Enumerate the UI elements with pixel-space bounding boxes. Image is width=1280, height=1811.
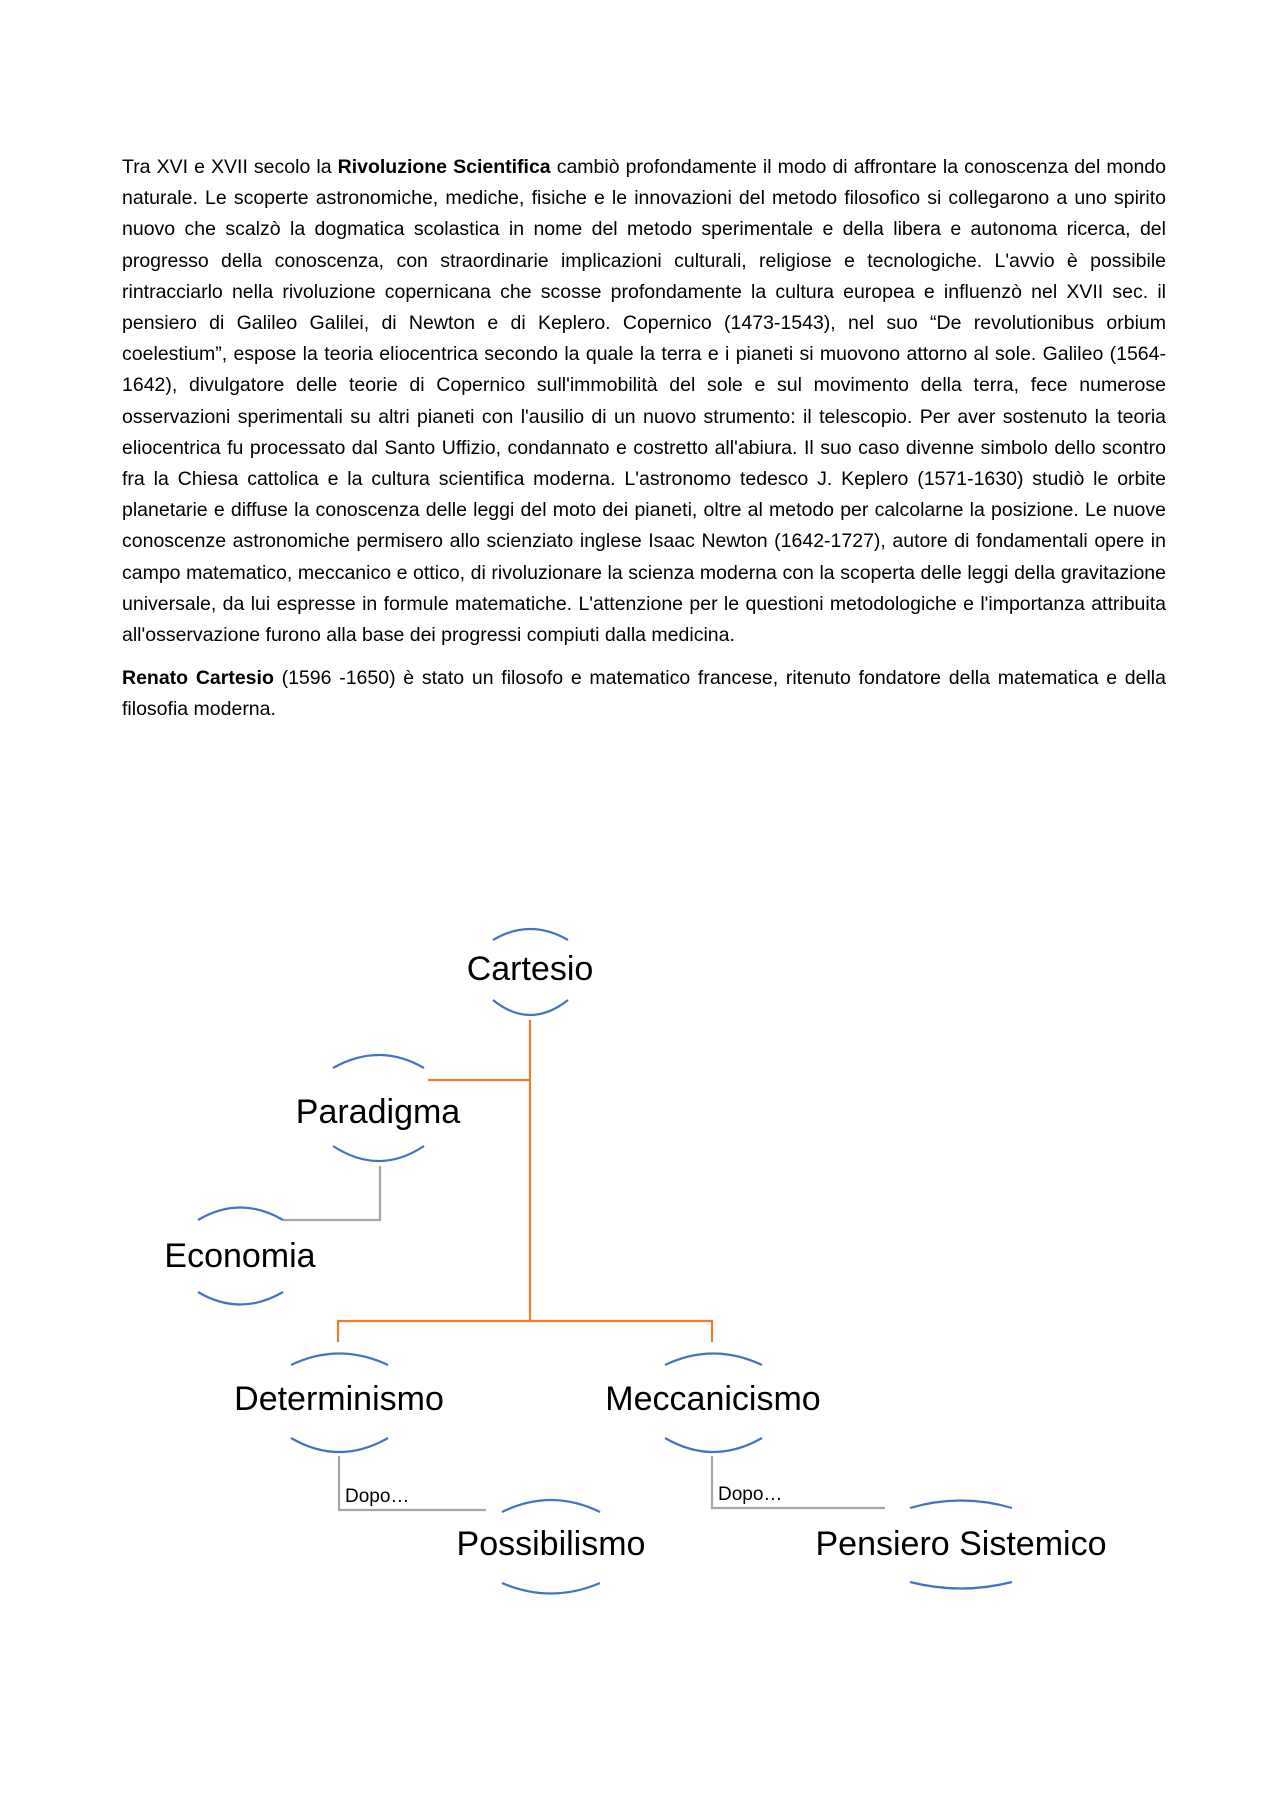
node-arc-top xyxy=(910,1501,1012,1509)
bold-term-renato-cartesio: Renato Cartesio xyxy=(122,667,274,690)
node-label-paradigma: Paradigma xyxy=(295,1093,461,1131)
node-label-cartesio: Cartesio xyxy=(466,950,594,988)
node-arc-bottom xyxy=(198,1292,283,1305)
node-economia xyxy=(164,1208,315,1305)
body-text xyxy=(122,152,1166,726)
node-arc-bottom xyxy=(291,1438,388,1452)
edge-label-dopo: Dopo… xyxy=(345,1486,410,1507)
node-arc-top xyxy=(665,1354,762,1366)
node-label-meccanicismo: Meccanicismo xyxy=(605,1380,821,1418)
edge-label-dopo: Dopo… xyxy=(718,1484,783,1505)
node-meccanicismo xyxy=(605,1354,820,1453)
paragraph-rivoluzione-scientifica xyxy=(122,152,1166,651)
node-possibilismo xyxy=(457,1500,646,1594)
paragraph-cartesio xyxy=(122,663,1166,725)
node-arc-top xyxy=(198,1208,283,1221)
paragraph-text: (1596 -1650) è stato un filosofo e matematico francese, ritenuto fondatore della matematica e della filosofia moderna. xyxy=(122,667,1166,721)
paragraph-text: cambiò profondamente il modo di affrontare la conoscenza del mondo naturale. Le scoperte astronomiche, mediche, fisiche e le innovazioni del metodo filosofico si collegarono a uno spirito nuovo che scalzò la dogmatica scolastica in nome del metodo sperimentale e della libera e autonoma ricerca, del progresso della conoscenza, con straordinarie implicazioni culturali, religiose e tecnologiche. L'avvio è possibile rintracciarlo nella rivoluzione copernicana che scosse profondamente la cultura europea e influenzò nel XVII sec. il pensiero di Galileo Galilei, di Newton e di Keplero. Copernico (1473-1543), nel suo “De revolutionibus orbium coelestium”, espose la teoria eliocentrica secondo la quale la terra e i pianeti si muovono attorno al sole. Galileo (1564-1642), divulgatore delle teorie di Copernico sull'immobilità del sole e sul movimento della terra, fece numerose osservazioni sperimentali su altri pianeti con l'ausilio di un nuovo strumento: il telescopio. Per aver sostenuto la teoria eliocentrica fu processato dal Santo Uffizio, condannato e costretto all'abiura. Il suo caso divenne simbolo dello scontro fra la Chiesa cattolica e la cultura scientifica moderna. L'astronomo tedesco J. Keplero (1571-1630) studiò le orbite planetarie e diffuse la conoscenza delle leggi del moto dei pianeti, oltre al metodo per calcolarne la posizione. Le nuove conoscenze astronomiche permisero allo scienziato inglese Isaac Newton (1642-1727), autore di fondamentali opere in campo matematico, meccanico e ottico, di rivoluzionare la scienza moderna con la scoperta delle leggi della gravitazione universale, da lui espresse in formule matematiche. L'attenzione per le questioni metodologiche e l'importanza attribuita all'osservazione furono alla base dei progressi compiuti dalla medicina. xyxy=(122,156,1166,647)
bold-term-rivoluzione-scientifica: Rivoluzione Scientifica xyxy=(337,156,551,178)
node-arc-top xyxy=(502,1500,600,1512)
node-arc-top xyxy=(291,1354,388,1366)
node-arc-bottom xyxy=(493,1000,568,1015)
node-cartesio xyxy=(467,929,594,1015)
paragraph-text: Tra XVI e XVII secolo la xyxy=(122,156,338,178)
node-label-possibilismo: Possibilismo xyxy=(456,1525,646,1563)
node-label-determinismo: Determinismo xyxy=(234,1380,444,1418)
node-arc-top xyxy=(493,929,568,940)
node-arc-top xyxy=(333,1055,424,1068)
concept-map xyxy=(0,880,1280,1620)
node-arc-bottom xyxy=(502,1583,600,1594)
link-paradigma-economia xyxy=(283,1166,380,1220)
node-arc-bottom xyxy=(333,1146,424,1161)
link-cartesio-children xyxy=(338,1321,712,1342)
node-label-economia: Economia xyxy=(164,1237,316,1275)
node-pensiero-sistemico xyxy=(815,1501,1106,1589)
node-determinismo xyxy=(234,1354,444,1453)
node-arc-bottom xyxy=(665,1438,762,1452)
node-label-pensiero-sistemico: Pensiero Sistemico xyxy=(815,1525,1107,1563)
node-arc-bottom xyxy=(910,1582,1012,1589)
node-paradigma xyxy=(296,1055,461,1161)
